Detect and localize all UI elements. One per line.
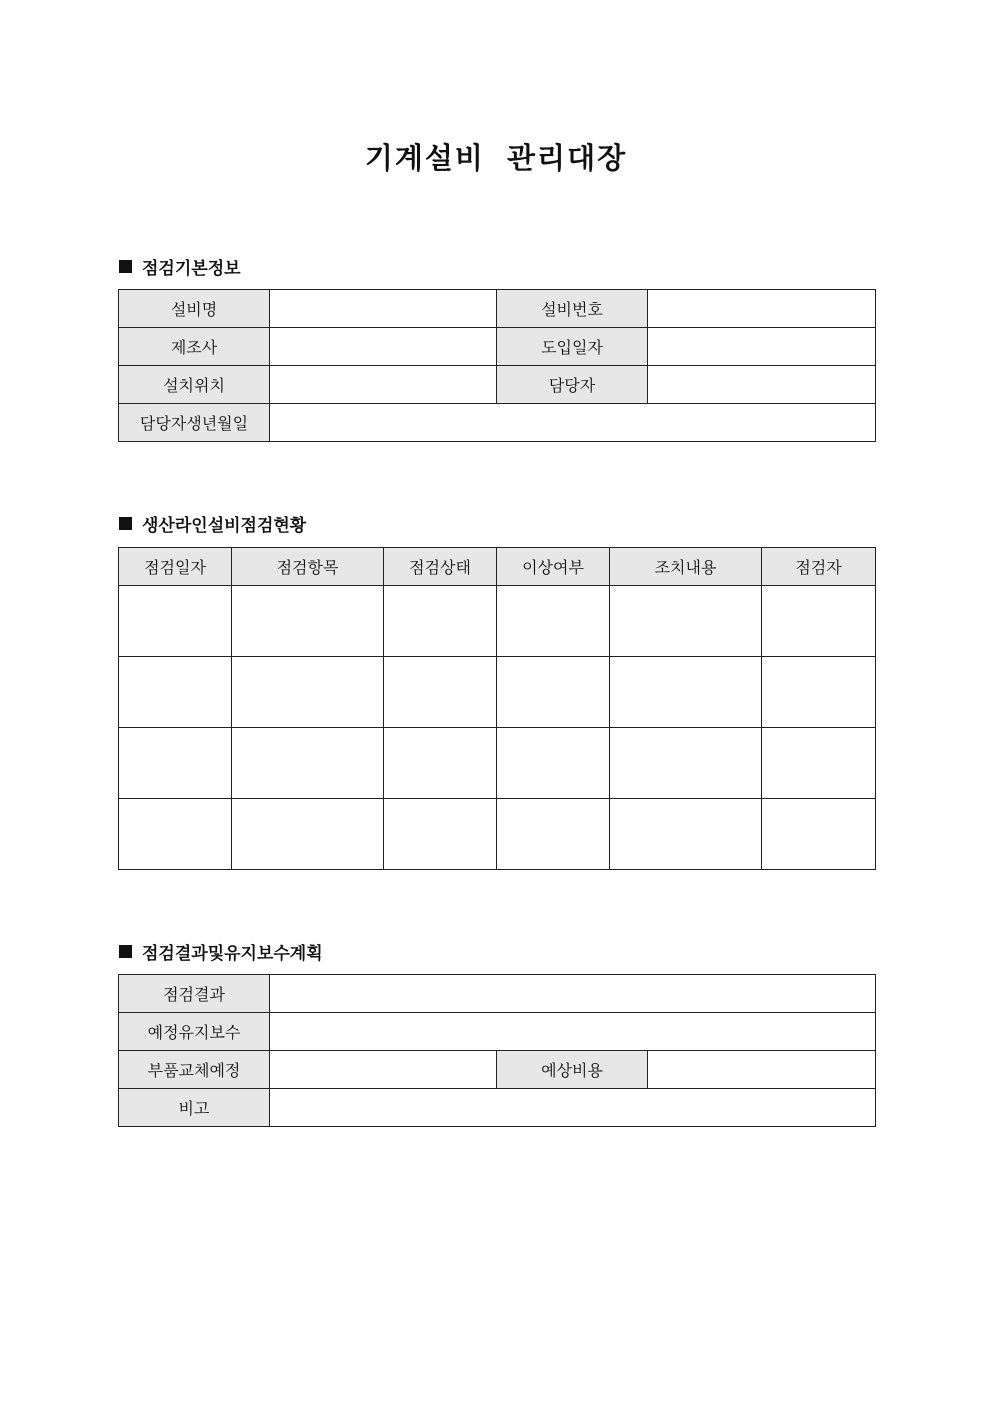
section-title: 점검결과및유지보수계획 bbox=[142, 944, 323, 964]
estimated-cost-field[interactable] bbox=[648, 1051, 876, 1089]
equipment-number-field[interactable] bbox=[648, 290, 876, 328]
label-manufacturer: 제조사 bbox=[119, 328, 270, 366]
table-row bbox=[119, 586, 876, 657]
introduction-date-field[interactable] bbox=[648, 328, 876, 366]
inspection-date-cell[interactable] bbox=[119, 586, 232, 657]
inspection-date-cell[interactable] bbox=[119, 799, 232, 870]
label-person-in-charge: 담당자 bbox=[497, 366, 648, 404]
section-heading-inspection-status bbox=[119, 511, 306, 536]
manufacturer-field[interactable] bbox=[270, 328, 497, 366]
inspection-item-cell[interactable] bbox=[232, 586, 384, 657]
inspection-state-cell[interactable] bbox=[384, 657, 497, 728]
column-header: 조치내용 bbox=[610, 548, 762, 586]
inspection-item-cell[interactable] bbox=[232, 728, 384, 799]
label-person-birthdate: 담당자생년월일 bbox=[119, 404, 270, 442]
action-taken-cell[interactable] bbox=[610, 657, 762, 728]
label-remarks: 비고 bbox=[119, 1089, 270, 1127]
inspector-cell[interactable] bbox=[762, 799, 876, 870]
inspection-state-cell[interactable] bbox=[384, 799, 497, 870]
black-square-icon bbox=[119, 517, 132, 530]
label-estimated-cost: 예상비용 bbox=[497, 1051, 648, 1089]
label-parts-replacement: 부품교체예정 bbox=[119, 1051, 270, 1089]
table-row bbox=[119, 1051, 876, 1089]
label-introduction-date: 도입일자 bbox=[497, 328, 648, 366]
black-square-icon bbox=[119, 945, 132, 958]
inspection-date-cell[interactable] bbox=[119, 657, 232, 728]
section-heading-results-plan bbox=[119, 939, 323, 964]
section-title: 점검기본정보 bbox=[142, 259, 241, 279]
table-row bbox=[119, 404, 876, 442]
table-row bbox=[119, 328, 876, 366]
inspection-state-cell[interactable] bbox=[384, 728, 497, 799]
label-planned-maintenance: 예정유지보수 bbox=[119, 1013, 270, 1051]
document-title: 기계설비 관리대장 bbox=[364, 141, 628, 175]
action-taken-cell[interactable] bbox=[610, 586, 762, 657]
table-row bbox=[119, 366, 876, 404]
table-row bbox=[119, 1013, 876, 1051]
section-heading-basic-info bbox=[119, 254, 241, 279]
table-row bbox=[119, 975, 876, 1013]
abnormality-cell[interactable] bbox=[497, 657, 610, 728]
inspection-item-cell[interactable] bbox=[232, 657, 384, 728]
label-install-location: 설치위치 bbox=[119, 366, 270, 404]
abnormality-cell[interactable] bbox=[497, 799, 610, 870]
inspector-cell[interactable] bbox=[762, 728, 876, 799]
equipment-name-field[interactable] bbox=[270, 290, 497, 328]
section-title: 생산라인설비점검현황 bbox=[142, 516, 307, 536]
column-header: 점검자 bbox=[762, 548, 876, 586]
table-row bbox=[119, 799, 876, 870]
column-header: 점검항목 bbox=[232, 548, 384, 586]
basic-info-table bbox=[118, 289, 876, 442]
results-plan-table bbox=[118, 974, 876, 1127]
install-location-field[interactable] bbox=[270, 366, 497, 404]
action-taken-cell[interactable] bbox=[610, 728, 762, 799]
inspection-result-field[interactable] bbox=[270, 975, 876, 1013]
inspector-cell[interactable] bbox=[762, 586, 876, 657]
column-header: 점검상태 bbox=[384, 548, 497, 586]
person-birthdate-field[interactable] bbox=[270, 404, 876, 442]
parts-replacement-field[interactable] bbox=[270, 1051, 497, 1089]
column-header: 이상여부 bbox=[497, 548, 610, 586]
label-equipment-name: 설비명 bbox=[119, 290, 270, 328]
inspection-item-cell[interactable] bbox=[232, 799, 384, 870]
remarks-field[interactable] bbox=[270, 1089, 876, 1127]
inspection-date-cell[interactable] bbox=[119, 728, 232, 799]
label-inspection-result: 점검결과 bbox=[119, 975, 270, 1013]
abnormality-cell[interactable] bbox=[497, 728, 610, 799]
action-taken-cell[interactable] bbox=[610, 799, 762, 870]
abnormality-cell[interactable] bbox=[497, 586, 610, 657]
table-row bbox=[119, 728, 876, 799]
table-row bbox=[119, 290, 876, 328]
table-row bbox=[119, 1089, 876, 1127]
table-header-row bbox=[119, 548, 876, 586]
table-row bbox=[119, 657, 876, 728]
planned-maintenance-field[interactable] bbox=[270, 1013, 876, 1051]
inspector-cell[interactable] bbox=[762, 657, 876, 728]
inspection-status-table bbox=[118, 547, 876, 870]
column-header: 점검일자 bbox=[119, 548, 232, 586]
inspection-state-cell[interactable] bbox=[384, 586, 497, 657]
label-equipment-number: 설비번호 bbox=[497, 290, 648, 328]
person-in-charge-field[interactable] bbox=[648, 366, 876, 404]
black-square-icon bbox=[119, 260, 132, 273]
